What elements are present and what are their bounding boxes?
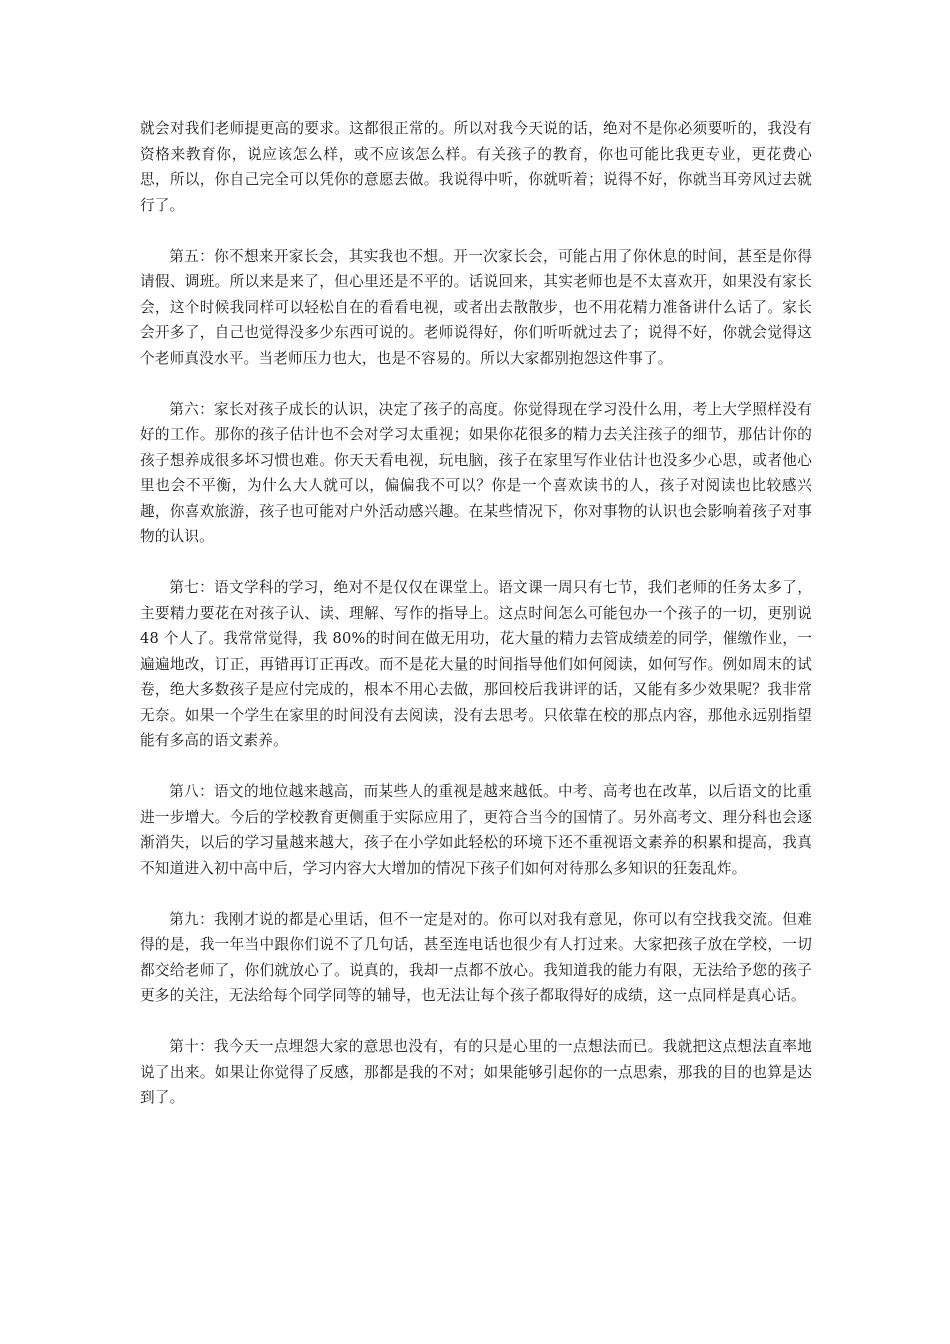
paragraph-point-5: 第五：你不想来开家长会，其实我也不想。开一次家长会，可能占用了你休息的时间，甚至是你得请假、调班。所以来是来了，但心里还是不平的。话说回来，其实老师也是不太喜欢开，如果没有家长会，这个时候我同样可以轻松自在的看看电视，或者出去散散步，也不用花精力准备讲什么话了。家长会开多了，自己也觉得没多少东西可说的。老师说得好，你们听听就过去了；说得不好，你就会觉得这个老师真没水平。当老师压力也大，也是不容易的。所以大家都别抱怨这件事了。 xyxy=(140,247,812,367)
paragraph-point-6: 第六：家长对孩子成长的认识，决定了孩子的高度。你觉得现在学习没什么用，考上大学照样没有好的工作。那你的孩子估计也不会对学习太重视；如果你花很多的精力去关注孩子的细节，那估计你的孩子想养成很多坏习惯也难。你天天看电视，玩电脑，孩子在家里写作业估计也没多少心思，或者他心里也会不平衡，为什么大人就可以，偏偏我不可以？你是一个喜欢读书的人，孩子对阅读也比较感兴趣，你喜欢旅游，孩子也可能对户外活动感兴趣。在某些情况下，你对事物的认识也会影响着孩子对事物的认识。 xyxy=(140,400,812,545)
paragraph-point-8: 第八：语文的地位越来越高，而某些人的重视是越来越低。中考、高考也在改革，以后语文的比重进一步增大。今后的学校教育更侧重于实际应用了，更符合当今的国情了。另外高考文、理分科也会逐渐消失，以后的学习量越来越大，孩子在小学如此轻松的环境下还不重视语文素养的积累和提高，我真不知道进入初中高中后，学习内容大大增加的情况下孩子们如何对待那么多知识的狂轰乱炸。 xyxy=(140,783,812,877)
paragraph-intro: 就会对我们老师提更高的要求。这都很正常的。所以对我今天说的话，绝对不是你必须要听的，我没有资格来教育你，说应该怎么样，或不应该怎么样。有关孩子的教育，你也可能比我更专业，更花费心思，所以，你自己完全可以凭你的意愿去做。我说得中听，你就听着；说得不好，你就当耳旁风过去就行了。 xyxy=(140,120,812,214)
paragraph-point-10: 第十：我今天一点埋怨大家的意思也没有，有的只是心里的一点想法而已。我就把这点想法直率地说了出来。如果让你觉得了反感，那都是我的不对；如果能够引起你的一点思索，那我的目的也算是达到了。 xyxy=(140,1038,812,1106)
document-body xyxy=(140,116,812,1136)
paragraph-point-7: 第七：语文学科的学习，绝对不是仅仅在课堂上。语文课一周只有七节，我们老师的任务太多了，主要精力要花在对孩子认、读、理解、写作的指导上。这点时间怎么可能包办一个孩子的一切，更别说 48 个人了。我常常觉得，我 80%的时间在做无用功，花大量的精力去管成绩差的同学，催缴作业，一遍遍地改，订正，再错再订正再改。而不是花大量的时间指导他们如何阅读，如何写作。例如周末的试卷，绝大多数孩子是应付完成的，根本不用心去做，那回校后我讲评的话，又能有多少效果呢？我非常无奈。如果一个学生在家里的时间没有去阅读，没有去思考。只依靠在校的那点内容，那他永远别指望能有多高的语文素养。 xyxy=(140,579,812,749)
paragraph-point-9: 第九：我刚才说的都是心里话，但不一定是对的。你可以对我有意见，你可以有空找我交流。但难得的是，我一年当中跟你们说不了几句话，甚至连电话也很少有人打过来。大家把孩子放在学校，一切都交给老师了，你们就放心了。说真的，我却一点都不放心。我知道我的能力有限，无法给予您的孩子更多的关注，无法给每个同学同等的辅导，也无法让每个孩子都取得好的成绩，这一点同样是真心话。 xyxy=(140,910,812,1004)
